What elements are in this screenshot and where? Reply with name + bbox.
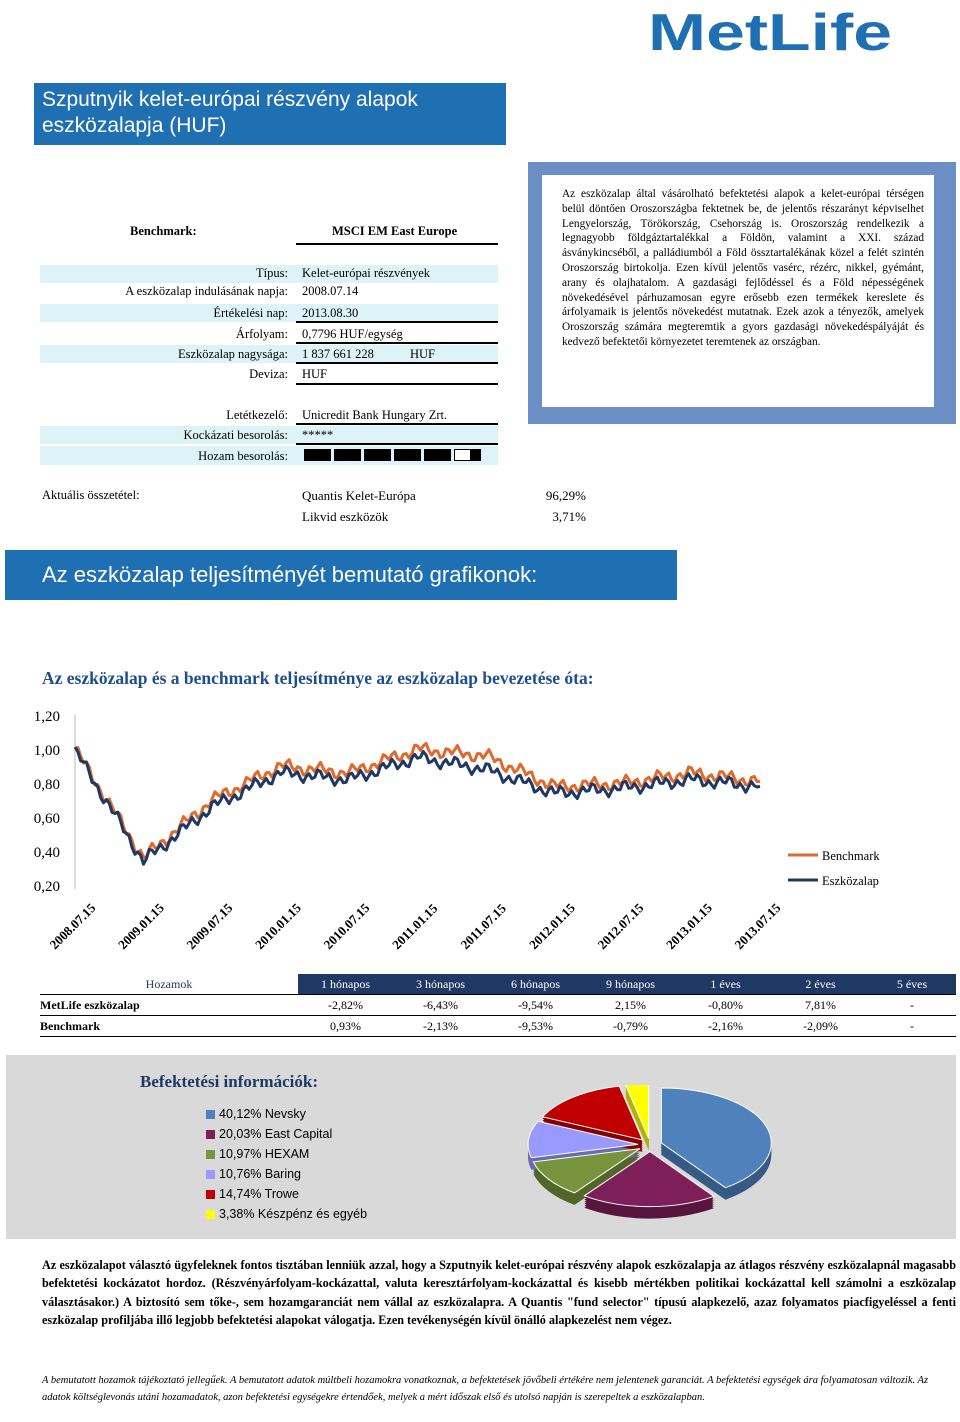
returns-row-label: MetLife eszközalap <box>40 995 298 1016</box>
meret-label: Eszközalap nagysága: <box>177 347 288 361</box>
rating-box <box>424 449 451 461</box>
x-tick-label: 2009.01.15 <box>115 900 167 953</box>
kockazat-label: Kockázati besorolás: <box>183 428 288 442</box>
returns-cell: -0,80% <box>678 995 773 1016</box>
inditas-value: 2008.07.14 <box>302 284 359 298</box>
returns-cell: -2,13% <box>393 1016 488 1037</box>
legend-label: 20,03% East Capital <box>219 1127 333 1141</box>
deviza-label: Deviza: <box>249 367 288 381</box>
composition-item-name: Likvid eszközök <box>302 509 389 524</box>
returns-cell: -9,53% <box>488 1016 583 1037</box>
returns-header-cell: 5 éves <box>868 974 956 995</box>
legend-label: 40,12% Nevsky <box>219 1107 306 1121</box>
legend-swatch <box>206 1130 215 1139</box>
returns-cell: 0,93% <box>298 1016 393 1037</box>
x-tick-label: 2013.01.15 <box>663 900 715 953</box>
y-tick-label: 0,80 <box>33 777 60 793</box>
composition-label: Aktuális összetétel: <box>42 488 140 502</box>
allocation-pie-chart <box>520 1085 780 1230</box>
legend-item <box>206 1184 367 1204</box>
benchmark-value: MSCI EM East Europe <box>332 224 458 238</box>
legend-item <box>206 1144 367 1164</box>
kockazat-value: ***** <box>302 428 334 442</box>
ertekeles-value: 2013.08.30 <box>302 306 359 320</box>
benchmark-label: Benchmark: <box>130 224 197 238</box>
legend-item <box>206 1164 367 1184</box>
arfolyam-label: Árfolyam: <box>235 327 288 341</box>
letetkezelo-label: Letétkezelő: <box>226 408 288 422</box>
x-tick-label: 2009.07.15 <box>183 900 236 953</box>
rating-box <box>304 449 331 461</box>
rating-box <box>334 449 361 461</box>
legend-label: 14,74% Trowe <box>219 1187 299 1201</box>
x-tick-label: 2010.07.15 <box>320 900 373 953</box>
returns-header-cell: 6 hónapos <box>488 974 583 995</box>
x-tick-label: 2013.07.15 <box>731 900 784 953</box>
legend-label: 10,76% Baring <box>219 1167 302 1181</box>
metlife-logo <box>648 4 894 54</box>
returns-row-label: Benchmark <box>40 1016 298 1037</box>
returns-header-cell: 1 hónapos <box>298 974 393 995</box>
rating-box <box>394 449 421 461</box>
ertekeles-label: Értékelési nap: <box>213 306 288 320</box>
returns-header-row <box>40 974 956 995</box>
returns-row <box>40 995 956 1016</box>
legend-label: Eszközalap <box>822 874 879 888</box>
legend-swatch <box>206 1210 215 1219</box>
x-tick-label: 2011.07.15 <box>457 900 509 953</box>
composition-item-name: Quantis Kelet-Európa <box>302 488 416 503</box>
legend-label: 3,38% Készpénz és egyéb <box>219 1207 368 1221</box>
composition-item-value: 3,71% <box>552 509 586 524</box>
y-tick-label: 1,00 <box>33 743 60 759</box>
divider <box>296 383 498 385</box>
y-tick-label: 1,20 <box>33 709 60 725</box>
inditas-label: A eszközalap indulásának napja: <box>125 284 288 298</box>
hozam-rating <box>304 449 481 461</box>
returns-cell: - <box>868 995 956 1016</box>
x-tick-label: 2011.01.15 <box>389 900 441 953</box>
returns-cell: -2,16% <box>678 1016 773 1037</box>
fund-description: Az eszközalap által vásárolható befektetési alapok a kelet-európai térségen belül döntően Oroszországba fektetnek be, de jelentős részarányt képviselhet Lengyelország, Törökország, Csehország is. Oroszország rendelkezik a legnagyobb földgáztartalékkal a Földön, valamint a XXI. század ásványkincséből, a palládiumból a Föld össztartalékának közel a felét szintén Oroszország birtokolja. Ezen kívül jelentős vasérc, rézérc, nikkel, gyémánt, arany és olajhatalom. A gazdasági fejlődéssel és a Föld népességének növekedésével párhuzamosan egyre erősebb ezen termékek kereslete és árfolyamaik is jelentős növekedést mutatnak. Ezek azok a tényezők, amelyek Oroszország számára megteremtik a gyors gazdasági növekedéspályáját és kedvező befektetői környezetet teremtenek az országban. <box>542 175 934 407</box>
meret-value: 1 837 661 228 <box>302 347 374 361</box>
rating-box <box>364 449 391 461</box>
returns-cell: -0,79% <box>583 1016 678 1037</box>
divider <box>296 443 498 445</box>
meret-unit: HUF <box>410 347 436 361</box>
y-tick-label: 0,40 <box>33 845 60 861</box>
returns-header-cell: 3 hónapos <box>393 974 488 995</box>
fund-title: Szputnyik kelet-európai részvény alapok eszközalapja (HUF) <box>34 83 506 145</box>
risk-disclaimer: Az eszközalapot választó ügyfeleknek fontos tisztában lenniük azzal, hogy a Szputnyik kelet-európai részvény alapok eszközalapja az átlagos részvény eszközalapnál magasabb befektetési kockázatot hordoz. (Részvényárfolyam-kockázattal, valuta keresztárfolyam-kockázattal és kisebb mértékben politikai kockázattal kell számolni a eszközalap választásakor.) A biztosító sem tőke-, sem hozamgaranciát nem vállal az eszközalapra. A Quantis "fund selector" típusú alapkezelő, azaz folyamatos piacfigyeléssel a fenti eszközalap profiljába illő legjobb befektetési alapokat válogatja. Ezen tevékenységén kívül önálló alapkezelést nem végez. <box>42 1258 956 1327</box>
legend-swatch <box>206 1190 215 1199</box>
composition-item-value: 96,29% <box>545 488 586 503</box>
legend-item <box>206 1104 367 1124</box>
returns-row <box>40 1016 956 1037</box>
letetkezelo-value: Unicredit Bank Hungary Zrt. <box>302 408 448 422</box>
returns-header-cell: Hozamok <box>40 974 298 995</box>
returns-cell: -2,82% <box>298 995 393 1016</box>
legend-swatch <box>206 1150 215 1159</box>
divider <box>296 342 498 344</box>
tipus-label: Típus: <box>256 266 288 280</box>
returns-header-cell: 2 éves <box>773 974 868 995</box>
divider <box>296 243 498 245</box>
x-tick-label: 2008.07.15 <box>46 900 99 953</box>
performance-chart <box>0 695 960 960</box>
performance-heading: Az eszközalap teljesítményét bemutató grafikonok: <box>5 550 677 600</box>
hozam-label: Hozam besorolás: <box>198 449 288 463</box>
returns-cell: -2,09% <box>773 1016 868 1037</box>
series-line-eszközalap <box>75 747 760 864</box>
allocation-legend <box>206 1104 367 1224</box>
chart-title: Az eszközalap és a benchmark teljesítménye az eszközalap bevezetése óta: <box>42 668 594 688</box>
y-tick-label: 0,20 <box>33 879 60 895</box>
x-tick-label: 2012.01.15 <box>526 900 578 953</box>
tipus-value: Kelet-európai részvények <box>302 266 431 280</box>
allocation-title: Befektetési információk: <box>140 1072 318 1091</box>
legend-label: Benchmark <box>822 849 880 863</box>
legend-item <box>206 1124 367 1144</box>
divider <box>296 423 498 425</box>
returns-header-cell: 1 éves <box>678 974 773 995</box>
y-tick-label: 0,60 <box>33 811 60 827</box>
arfolyam-value: 0,7796 HUF/egység <box>302 327 403 341</box>
returns-header-cell: 9 hónapos <box>583 974 678 995</box>
logo-text: MetLife <box>648 4 892 54</box>
x-tick-label: 2012.07.15 <box>594 900 647 953</box>
legend-swatch <box>206 1170 215 1179</box>
footnote: A bemutatott hozamok tájékoztató jellegűek. A bemutatott adatok múltbeli hozamokra vonatkoznak, a befektetések jövőbeli értékére nem jelentenek garanciát. A befektetési egységek ára folyamatosan változik. Az adatok költséglevonás utáni hozamadatok, azon befektetési egységekre értendőek, melyek a mért időszak első és utolsó napján is szerepeltek a eszközalapban. <box>42 1375 929 1404</box>
divider <box>296 362 498 364</box>
returns-table <box>40 974 956 1037</box>
x-tick-label: 2010.01.15 <box>252 900 304 953</box>
legend-label: 10,97% HEXAM <box>219 1147 310 1161</box>
returns-cell: -9,54% <box>488 995 583 1016</box>
returns-cell: 2,15% <box>583 995 678 1016</box>
returns-cell: - <box>868 1016 956 1037</box>
returns-cell: -6,43% <box>393 995 488 1016</box>
divider <box>296 321 498 323</box>
rating-box <box>454 449 481 461</box>
returns-cell: 7,81% <box>773 995 868 1016</box>
legend-swatch <box>206 1110 215 1119</box>
deviza-value: HUF <box>302 367 328 381</box>
series-line-benchmark <box>75 743 760 857</box>
legend-item <box>206 1204 367 1224</box>
